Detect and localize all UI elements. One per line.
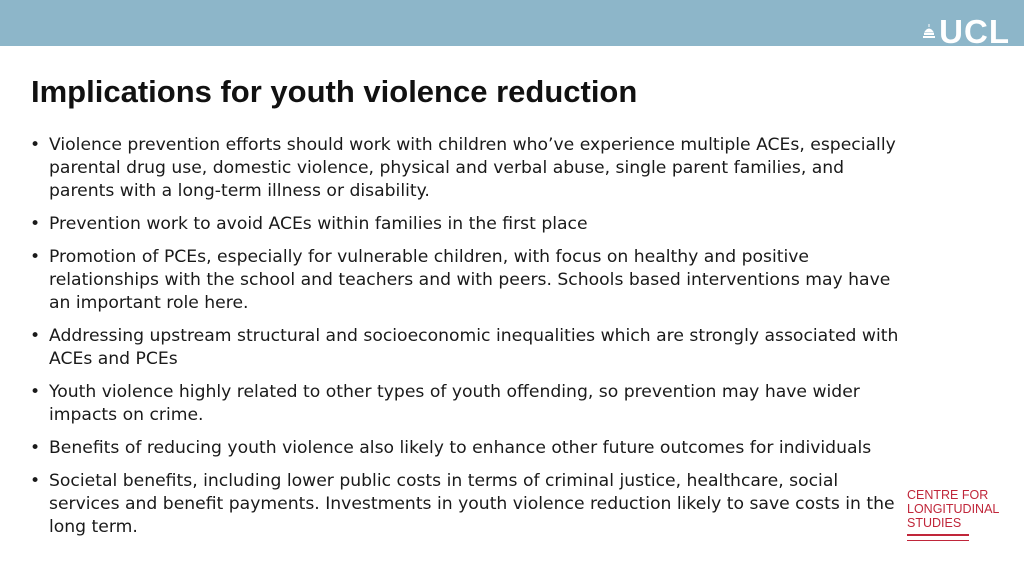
list-item xyxy=(30,246,910,315)
header-bar xyxy=(0,0,1024,50)
list-item xyxy=(30,134,910,203)
dome-icon xyxy=(923,24,935,38)
bullet-dot: • xyxy=(30,471,41,491)
cls-logo xyxy=(907,488,1007,541)
list-item-text: Promotion of PCEs, especially for vulnerable children, with focus on healthy and positive relationships with the school and teachers and with peers. Schools based interventions may have an important role here. xyxy=(49,247,891,313)
bullet-dot: • xyxy=(30,382,41,402)
list-item-text: Addressing upstream structural and socioeconomic inequalities which are strongly associated with ACEs and PCEs xyxy=(49,326,899,369)
list-item-text: Prevention work to avoid ACEs within families in the first place xyxy=(49,214,588,234)
cls-logo-rule xyxy=(907,534,969,536)
list-item xyxy=(30,325,910,371)
bullet-list xyxy=(30,134,910,549)
bullet-dot: • xyxy=(30,135,41,155)
list-item-text: Societal benefits, including lower public costs in terms of criminal justice, healthcare, social services and benefit payments. Investments in youth violence reduction likely to save costs in the long term. xyxy=(49,471,895,537)
cls-logo-line: STUDIES xyxy=(907,516,962,530)
cls-logo-line: LONGITUDINAL xyxy=(907,502,1000,516)
list-item xyxy=(30,470,910,539)
list-item-text: Violence prevention efforts should work with children who’ve experience multiple ACEs, especially parental drug use, domestic violence, physical and verbal abuse, single parent families, and parents with a long-term illness or disability. xyxy=(49,135,896,201)
cls-logo-line: CENTRE FOR xyxy=(907,488,989,502)
ucl-logo xyxy=(923,13,1010,50)
bullet-dot: • xyxy=(30,438,41,458)
ucl-logo-text: UCL xyxy=(939,13,1010,50)
list-item-text: Benefits of reducing youth violence also likely to enhance other future outcomes for individuals xyxy=(49,438,872,458)
bullet-dot: • xyxy=(30,326,41,346)
cls-logo-rule xyxy=(907,540,969,542)
bullet-dot: • xyxy=(30,247,41,267)
list-item xyxy=(30,437,910,460)
bullet-dot: • xyxy=(30,214,41,234)
list-item xyxy=(30,381,910,427)
page-title: Implications for youth violence reduction xyxy=(31,74,638,109)
list-item-text: Youth violence highly related to other types of youth offending, so prevention may have wider impacts on crime. xyxy=(49,382,860,425)
list-item xyxy=(30,213,910,236)
